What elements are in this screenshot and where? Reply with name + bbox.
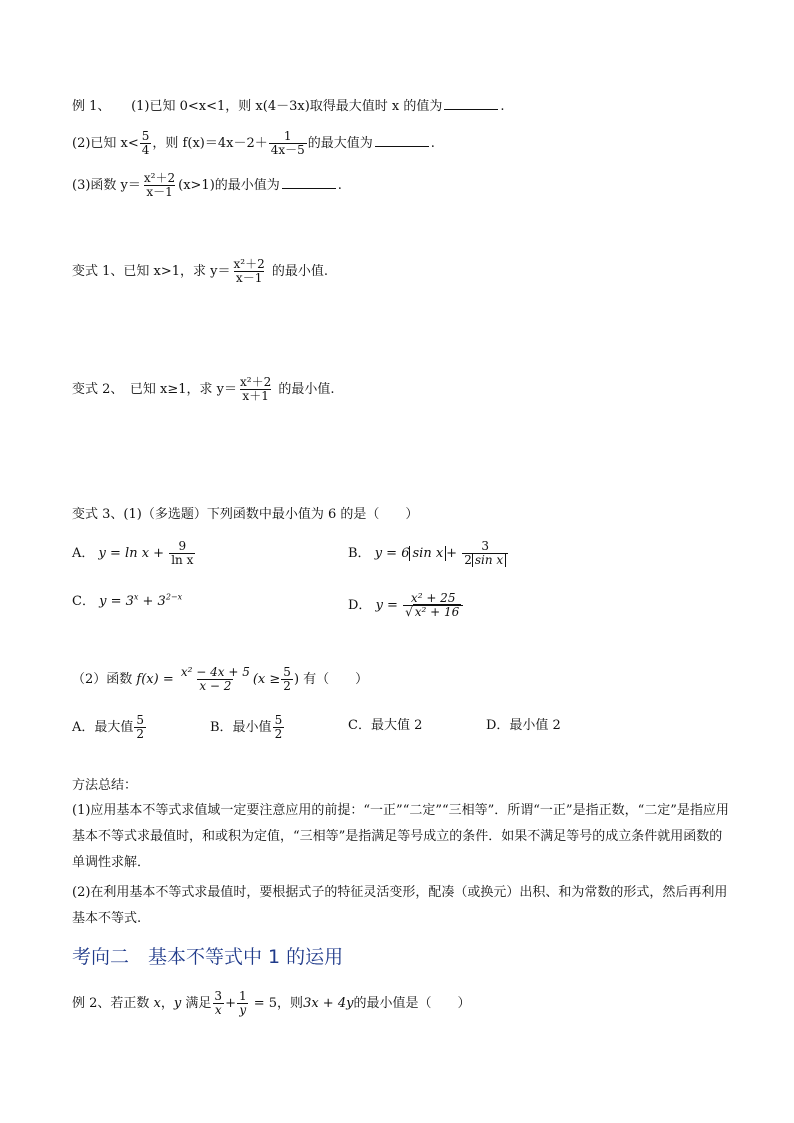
fraction: $\frac{\text{x² + 25}}{\text{√ x² + 16}}$ <box>403 592 463 619</box>
section-heading: 考向二 基本不等式中 1 的运用 <box>72 946 344 968</box>
fraction: $\frac{3}{x}$ <box>214 989 223 1017</box>
variant-1: 变式 1、已知 x>1，求 y＝ $\frac{\text{x²＋2}}{x-1}$ 的最小值. <box>72 257 328 285</box>
summary-paragraph-1: (1)应用基本不等式求值域一定要注意应用的前提：“一正”“二定”“三相等”．所谓“一正”是指正数，“二定”是指应用基本不等式求最值时，和或积为定值，“三相等”是指满足等号成立的条件．如果不满足等号的成立条件就用函数的单调性求解． <box>72 803 729 870</box>
variant-2: 变式 2、 已知 x≥1，求 y＝ $\frac{\text{x²＋2}}{x+1}$ 的最小值. <box>72 375 335 403</box>
fraction: $\frac{5}{4}$ <box>141 129 150 157</box>
fraction: $\frac{\text{x²＋2}}{x+1}$ <box>240 375 272 403</box>
example-1-part-3: (3)函数 y＝ $\frac{\text{x²＋2}}{x-1}$ (x>1)的最小值为 . <box>72 171 342 199</box>
fraction: $\frac{\text{x²＋2}}{x-1}$ <box>233 257 265 285</box>
fraction: $\frac{1}{y}$ <box>238 989 247 1017</box>
example-1-part-2: (2)已知 x< $\frac{5}{4}$ ，则 f(x)＝4x－2＋ $\frac{1}{4x-5}$ 的最大值为 . <box>72 129 435 157</box>
option-c: C． $y = 3^x + 3^{2-x}$ <box>72 592 183 609</box>
fraction: $\frac{3}{\text{2 sin x}}$ <box>462 540 508 567</box>
fraction: $\frac{1}{4x-5}$ <box>270 129 305 157</box>
answer-blank <box>375 133 429 147</box>
part-2-option-b: B．最小值 $\frac{5}{2}$ <box>210 713 283 741</box>
fraction: $\frac{\text{x²＋2}}{x-1}$ <box>143 171 176 199</box>
part-2-option-c: C．最大值 2 <box>348 718 423 733</box>
example-1-part-1: 例 1、 (1)已知 0<x<1，则 x(4－3x)取得最大值时 x 的值为 . <box>72 96 505 117</box>
sqrt-icon: √ <box>405 605 413 619</box>
variant-3-part-2: （2）函数 f(x) = $\frac{\text{x² − 4x + 5}}{x - 2}$ (x ≥ $\frac{5}{2}$ ) 有（ ） <box>72 665 369 693</box>
fraction: $\frac{5}{2}$ <box>136 713 145 741</box>
fraction: $\frac{\text{x² − 4x + 5}}{x - 2}$ <box>180 665 250 693</box>
variant-3-title: 变式 3、(1)（多选题）下列函数中最小值为 6 的是（ ） <box>72 507 419 522</box>
summary-paragraph-2: (2)在利用基本不等式求最值时，要根据式子的特征灵活变形，配凑（或换元）出积、和为常数的形式，然后再利用基本不等式. <box>72 885 728 926</box>
answer-blank <box>444 96 498 110</box>
option-a: A． y = ln x + $\frac{9}{\text{ln x}}$ <box>72 539 194 567</box>
fraction: $\frac{9}{\text{ln x}}$ <box>171 539 194 567</box>
summary-title: 方法总结： <box>72 778 138 793</box>
fraction: $\frac{5}{2}$ <box>274 713 283 741</box>
answer-blank <box>282 175 336 189</box>
part-2-option-d: D．最小值 2 <box>486 718 561 733</box>
option-d: D． y = $\frac{\text{x² + 25}}{\text{√ x² + 16}}$ <box>348 592 464 619</box>
fraction: $\frac{5}{2}$ <box>283 665 291 693</box>
example-2: 例 2、若正数 x，y 满足 $\frac{3}{x}$ + $\frac{1}{y}$ = 5，则3x + 4y的最小值是（ ） <box>72 989 471 1017</box>
option-b: B． y = 6 sin x + $\frac{3}{\text{2 sin x}}$ <box>348 540 509 567</box>
part-2-option-a: A．最大值 $\frac{5}{2}$ <box>72 713 145 741</box>
